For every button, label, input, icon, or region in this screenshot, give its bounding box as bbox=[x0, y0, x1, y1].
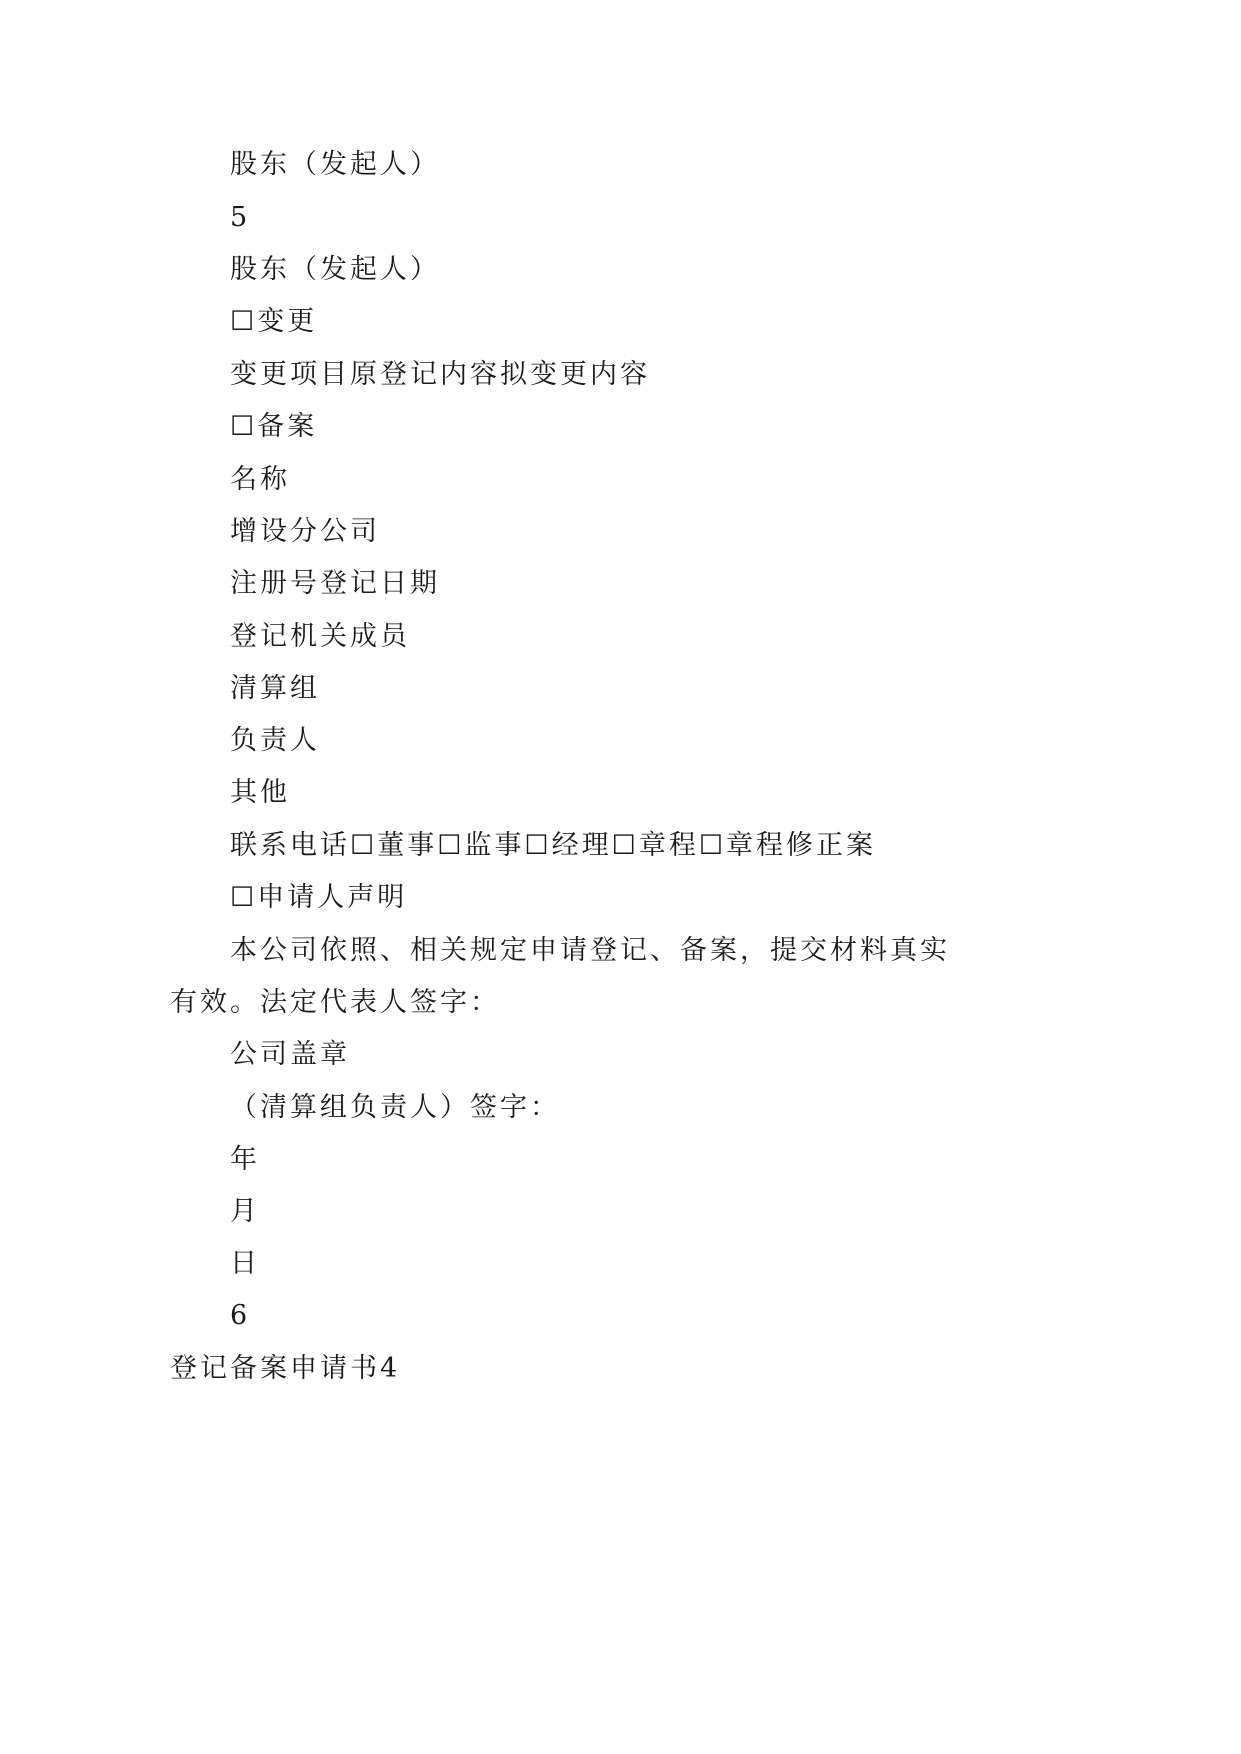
date-day: 日 bbox=[230, 1248, 260, 1279]
text-line: 股东（发起人） bbox=[230, 149, 440, 180]
text-line: 负责人 bbox=[230, 725, 320, 756]
text-line: 清算组 bbox=[230, 673, 320, 704]
date-month: 月 bbox=[230, 1196, 260, 1227]
text-line: 公司盖章 bbox=[230, 1039, 350, 1070]
text-line: 登记机关成员 bbox=[230, 621, 410, 652]
checkbox-declaration: ☐申请人声明 bbox=[230, 882, 408, 913]
text-line: 其他 bbox=[230, 777, 290, 808]
text-line: 增设分公司 bbox=[230, 516, 380, 547]
text-line: 名称 bbox=[230, 464, 290, 495]
checkbox-change: ☐变更 bbox=[230, 306, 318, 337]
checkbox-row: 联系电话☐董事☐监事☐经理☐章程☐章程修正案 bbox=[230, 830, 877, 861]
section-heading: 登记备案申请书4 bbox=[170, 1353, 401, 1384]
text-line: 变更项目原登记内容拟变更内容 bbox=[230, 359, 650, 390]
text-line: （清算组负责人）签字： bbox=[230, 1092, 560, 1123]
date-year: 年 bbox=[230, 1144, 260, 1175]
declaration-text: 本公司依照、相关规定申请登记、备案，提交材料真实 bbox=[230, 935, 950, 966]
text-line: 股东（发起人） bbox=[230, 254, 440, 285]
text-line: 注册号登记日期 bbox=[230, 568, 440, 599]
declaration-text-continued: 有效。法定代表人签字： bbox=[170, 987, 500, 1018]
checkbox-record: ☐备案 bbox=[230, 411, 318, 442]
page-number: 6 bbox=[230, 1300, 251, 1331]
page-number: 5 bbox=[230, 202, 251, 233]
